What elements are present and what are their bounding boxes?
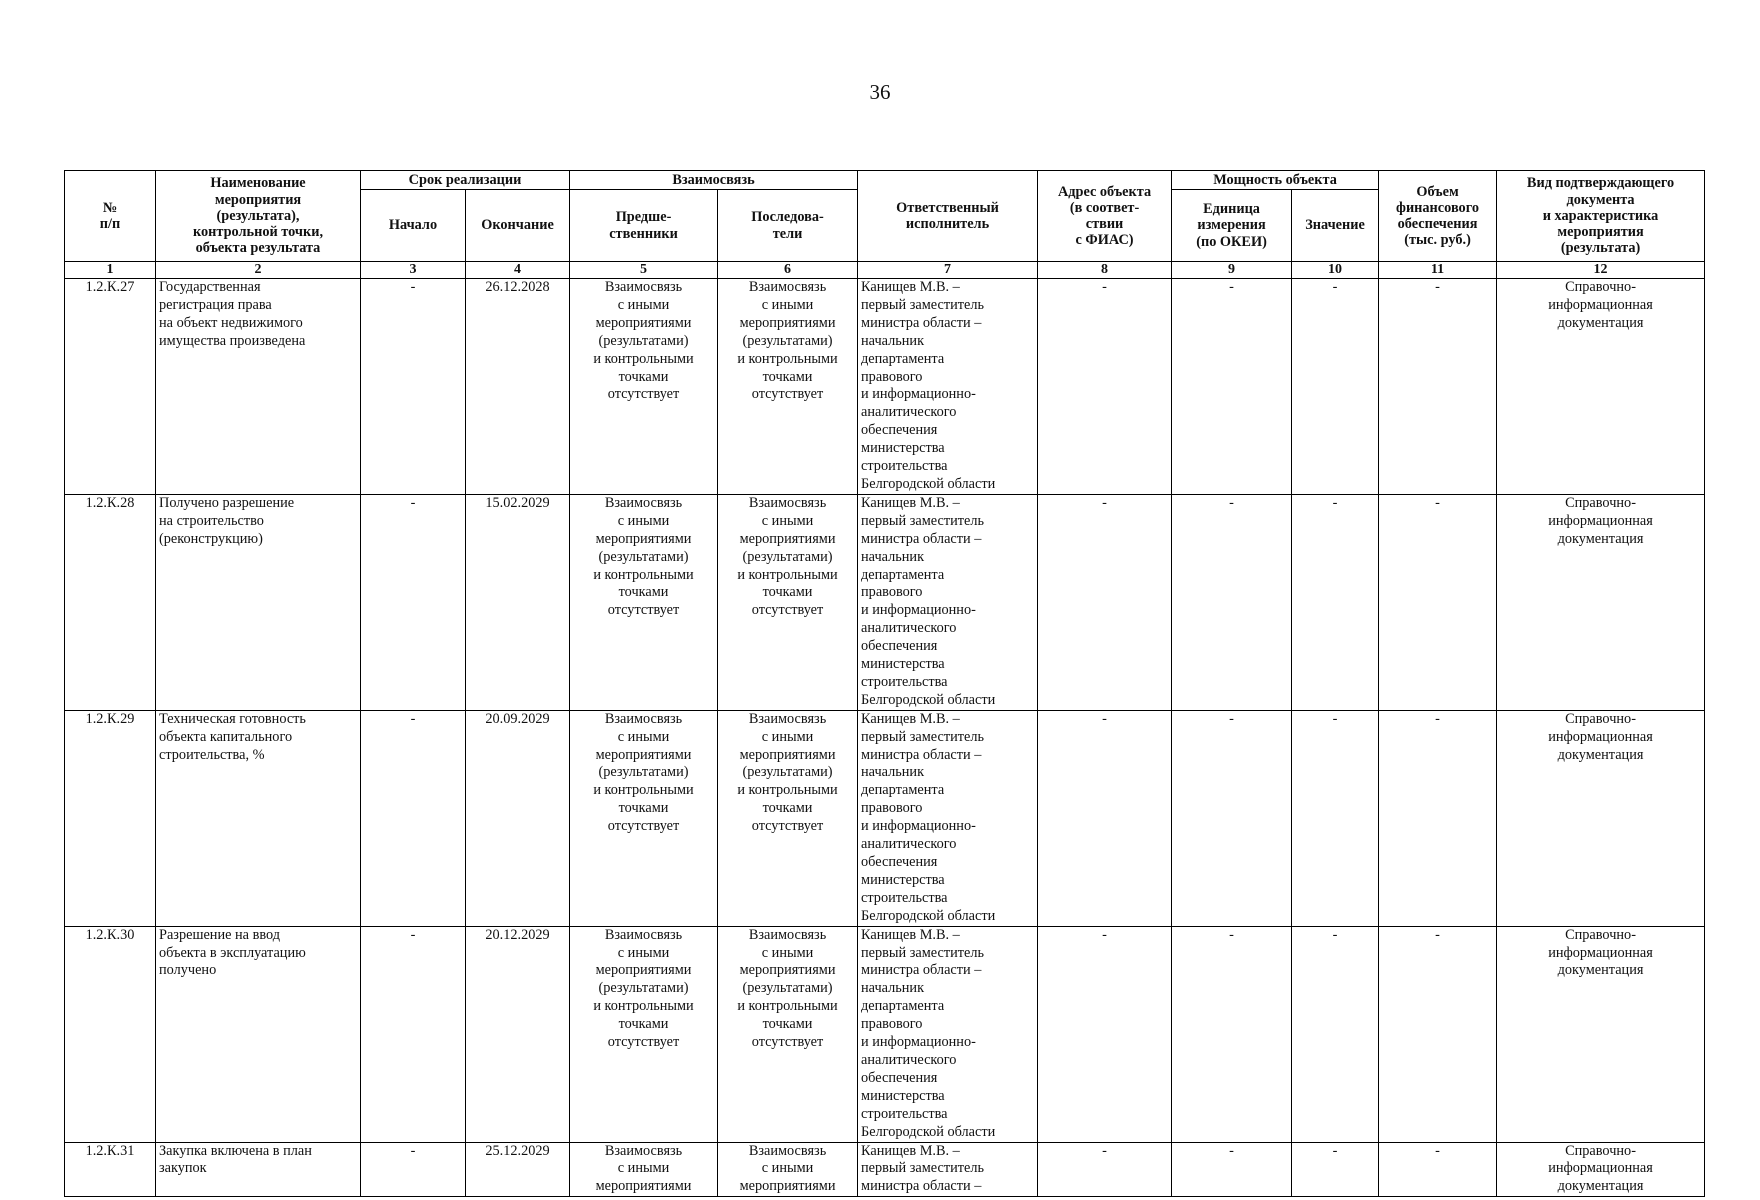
text-line: Адрес объекта [1057, 183, 1152, 200]
cell-end: 15.02.2029 [466, 494, 570, 710]
page-number: 36 [869, 80, 891, 104]
text-line: (результатами) [598, 980, 689, 997]
text-line: и контрольными [593, 566, 694, 583]
cell-predecessors [570, 926, 718, 1142]
text-line: Получено разрешение [159, 494, 295, 511]
text-line: Взаимосвязь [748, 926, 827, 943]
cell-finance: - [1379, 494, 1497, 710]
cell-end: 20.12.2029 [466, 926, 570, 1142]
cell-responsible [858, 494, 1038, 710]
text-line: министерства [861, 656, 945, 673]
text-line: (результатами) [598, 548, 689, 565]
cell-id: 1.2.К.31 [65, 1142, 156, 1197]
text-line: обеспечения [1397, 216, 1478, 232]
header-value: Значение [1292, 190, 1379, 262]
header-unit [1172, 190, 1292, 262]
cell-end: 20.09.2029 [466, 710, 570, 926]
cell-address: - [1038, 279, 1172, 495]
cell-address: - [1038, 494, 1172, 710]
text-line: мероприятиями [739, 314, 836, 331]
text-line: (результатами) [742, 548, 833, 565]
text-line: с иными [617, 512, 670, 529]
column-number: 4 [466, 262, 570, 279]
text-line: обеспечения [861, 422, 938, 439]
text-line: точками [618, 1016, 669, 1033]
text-line: аналитического [861, 1051, 957, 1068]
cell-start: - [361, 279, 466, 495]
text-line: Канищев М.В. – [861, 494, 960, 511]
cell-name [156, 494, 361, 710]
text-line: (по ОКЕИ) [1196, 233, 1267, 250]
text-line: № [102, 199, 118, 216]
cell-address: - [1038, 926, 1172, 1142]
cell-id: 1.2.К.28 [65, 494, 156, 710]
text-line: (результата) [1560, 240, 1641, 257]
text-line: Последова- [751, 209, 824, 226]
text-line: Справочно- [1565, 494, 1636, 511]
text-line: и контрольными [737, 350, 838, 367]
cell-document [1497, 710, 1705, 926]
text-line: с иными [617, 1160, 670, 1177]
column-number: 10 [1292, 262, 1379, 279]
text-line: Техническая готовность [159, 710, 306, 727]
text-line: измерения [1197, 217, 1266, 234]
text-line: документа [1566, 191, 1635, 208]
text-line: начальник [861, 548, 925, 565]
text-line: п/п [99, 216, 121, 232]
cell-responsible [858, 1142, 1038, 1197]
text-line: первый заместитель [861, 728, 984, 745]
cell-document [1497, 279, 1705, 495]
text-line: Взаимосвязь [604, 1142, 683, 1159]
text-line: точками [762, 368, 813, 385]
text-line: строительства [861, 889, 948, 906]
text-line: информационная [1548, 1160, 1653, 1177]
text-line: Канищев М.В. – [861, 710, 960, 727]
text-line: правового [861, 368, 923, 385]
text-line: обеспечения [861, 854, 938, 870]
table-row [65, 279, 1705, 495]
cell-predecessors [570, 710, 718, 926]
cell-document [1497, 1142, 1705, 1197]
cell-start: - [361, 926, 466, 1142]
cell-successors [718, 494, 858, 710]
header-term: Срок реализации [361, 171, 570, 190]
cell-address: - [1038, 1142, 1172, 1197]
text-line: и информационно- [861, 386, 976, 403]
cell-value: - [1292, 1142, 1379, 1197]
text-line: министра области – [861, 1178, 982, 1195]
cell-predecessors [570, 279, 718, 495]
text-line: финансового [1396, 199, 1479, 216]
column-number: 6 [718, 262, 858, 279]
cell-responsible [858, 926, 1038, 1142]
cell-document [1497, 494, 1705, 710]
column-number: 11 [1379, 262, 1497, 279]
text-line: и контрольными [737, 998, 838, 1015]
cell-id: 1.2.К.30 [65, 926, 156, 1142]
text-line: тели [772, 225, 803, 242]
cell-address: - [1038, 710, 1172, 926]
header-num [65, 171, 156, 262]
text-line: контрольной точки, [192, 224, 324, 241]
header-successors [718, 190, 858, 262]
header-predecessors [570, 190, 718, 262]
header-name [156, 171, 361, 262]
text-line: аналитического [861, 404, 957, 421]
text-line: закупок [159, 1160, 207, 1177]
cell-unit: - [1172, 710, 1292, 926]
text-line: Ответственный [896, 199, 999, 216]
cell-responsible [858, 279, 1038, 495]
text-line: правового [861, 800, 923, 817]
text-line: начальник [861, 764, 925, 781]
text-line: точками [618, 584, 669, 601]
cell-end: 26.12.2028 [466, 279, 570, 495]
text-line: (результатами) [742, 980, 833, 997]
text-line: (тыс. руб.) [1404, 232, 1471, 249]
text-line: отсутствует [607, 602, 680, 619]
text-line: мероприятиями [739, 1178, 836, 1195]
text-line: документация [1557, 530, 1644, 547]
cell-successors [718, 279, 858, 495]
text-line: точками [762, 1016, 813, 1033]
cell-start: - [361, 1142, 466, 1197]
cell-start: - [361, 710, 466, 926]
text-line: с иными [761, 296, 814, 313]
text-line: объекта капитального [159, 728, 293, 745]
text-line: Вид подтверждающего [1526, 175, 1675, 192]
text-line: Взаимосвязь [604, 279, 683, 295]
text-line: документация [1557, 1178, 1644, 1195]
text-line: с иными [617, 944, 670, 961]
text-line: строительства [861, 1105, 948, 1122]
text-line: отсутствует [751, 602, 824, 619]
header-end: Окончание [466, 190, 570, 262]
text-line: с иными [617, 728, 670, 745]
cell-unit: - [1172, 926, 1292, 1142]
text-line: департамента [861, 566, 945, 583]
cell-end: 25.12.2029 [466, 1142, 570, 1197]
text-line: документация [1557, 314, 1644, 331]
text-line: (в соответ- [1069, 199, 1140, 216]
text-line: Взаимосвязь [748, 494, 827, 511]
text-line: и информационно- [861, 818, 976, 835]
header-capacity: Мощность объекта [1172, 171, 1379, 190]
text-line: министерства [861, 871, 945, 888]
cell-predecessors [570, 1142, 718, 1197]
text-line: Взаимосвязь [604, 710, 683, 727]
cell-name [156, 279, 361, 495]
text-line: департамента [861, 998, 945, 1015]
cell-id: 1.2.К.29 [65, 710, 156, 926]
column-number: 9 [1172, 262, 1292, 279]
cell-start: - [361, 494, 466, 710]
cell-finance: - [1379, 279, 1497, 495]
text-line: и характеристика [1542, 207, 1659, 224]
cell-successors [718, 1142, 858, 1197]
text-line: имущества произведена [159, 332, 306, 349]
text-line: (результата), [216, 207, 300, 224]
text-line: мероприятия [1557, 224, 1644, 241]
text-line: Справочно- [1565, 710, 1636, 727]
text-line: департамента [861, 782, 945, 799]
cell-successors [718, 926, 858, 1142]
text-line: Белгородской области [861, 691, 996, 708]
column-number: 3 [361, 262, 466, 279]
text-line: правового [861, 584, 923, 601]
text-line: Наименование [210, 175, 306, 192]
text-line: начальник [861, 332, 925, 349]
text-line: Канищев М.В. – [861, 279, 960, 295]
header-link: Взаимосвязь [570, 171, 858, 190]
cell-unit: - [1172, 1142, 1292, 1197]
header-address [1038, 171, 1172, 262]
text-line: с ФИАС) [1075, 232, 1134, 249]
text-line: строительства, % [159, 746, 265, 763]
text-line: Государственная [159, 279, 261, 295]
text-line: точками [618, 368, 669, 385]
text-line: первый заместитель [861, 944, 984, 961]
text-line: первый заместитель [861, 296, 984, 313]
text-line: министра области – [861, 746, 982, 763]
text-line: мероприятиями [595, 530, 692, 547]
text-line: и контрольными [737, 782, 838, 799]
text-line: строительства [861, 458, 948, 475]
text-line: Белгородской области [861, 1123, 996, 1140]
cell-finance: - [1379, 1142, 1497, 1197]
text-line: с иными [761, 944, 814, 961]
cell-responsible [858, 710, 1038, 926]
text-line: министра области – [861, 962, 982, 979]
text-line: обеспечения [861, 638, 938, 655]
text-line: Единица [1203, 201, 1260, 218]
table-row [65, 926, 1705, 1142]
cell-value: - [1292, 279, 1379, 495]
text-line: отсутствует [607, 386, 680, 403]
text-line: точками [762, 584, 813, 601]
text-line: (результатами) [742, 764, 833, 781]
text-line: информационная [1548, 944, 1653, 961]
cell-unit: - [1172, 279, 1292, 495]
text-line: Канищев М.В. – [861, 1142, 960, 1159]
text-line: и контрольными [737, 566, 838, 583]
column-number: 7 [858, 262, 1038, 279]
column-numbers-row [65, 262, 1705, 279]
cell-value: - [1292, 926, 1379, 1142]
cell-document [1497, 926, 1705, 1142]
text-line: Разрешение на ввод [159, 926, 280, 943]
text-line: точками [762, 800, 813, 817]
text-line: Справочно- [1565, 279, 1636, 295]
text-line: обеспечения [861, 1069, 938, 1086]
text-line: исполнитель [905, 216, 990, 232]
text-line: информационная [1548, 512, 1653, 529]
activities-table [64, 170, 1705, 1197]
text-line: министерства [861, 440, 945, 457]
cell-name [156, 1142, 361, 1197]
table-row [65, 494, 1705, 710]
text-line: с иными [761, 728, 814, 745]
text-line: Канищев М.В. – [861, 926, 960, 943]
text-line: ствии [1085, 216, 1124, 232]
text-line: получено [159, 962, 217, 979]
text-line: мероприятия [214, 191, 302, 208]
header-start: Начало [361, 190, 466, 262]
text-line: мероприятиями [595, 962, 692, 979]
header-responsible [858, 171, 1038, 262]
text-line: аналитического [861, 836, 957, 853]
text-line: на объект недвижимого [159, 314, 303, 331]
text-line: точками [618, 800, 669, 817]
text-line: Справочно- [1565, 1142, 1636, 1159]
table-row [65, 1142, 1705, 1197]
text-line: мероприятиями [739, 530, 836, 547]
text-line: (результатами) [598, 332, 689, 349]
text-line: Взаимосвязь [748, 710, 827, 727]
text-line: отсутствует [607, 818, 680, 835]
text-line: отсутствует [751, 818, 824, 835]
text-line: регистрация права [159, 296, 272, 313]
text-line: с иными [761, 1160, 814, 1177]
text-line: отсутствует [751, 1034, 824, 1051]
text-line: строительства [861, 673, 948, 690]
text-line: документация [1557, 746, 1644, 763]
text-line: Белгородской области [861, 907, 996, 924]
text-line: Справочно- [1565, 926, 1636, 943]
text-line: Взаимосвязь [604, 926, 683, 943]
text-line: министерства [861, 1087, 945, 1104]
column-number: 5 [570, 262, 718, 279]
text-line: с иными [617, 296, 670, 313]
text-line: министра области – [861, 314, 982, 331]
text-line: департамента [861, 350, 945, 367]
text-line: объекта в эксплуатацию [159, 944, 306, 961]
text-line: информационная [1548, 296, 1653, 313]
cell-name [156, 710, 361, 926]
table-row [65, 710, 1705, 926]
text-line: ственники [609, 225, 678, 242]
text-line: на строительство [159, 512, 264, 529]
cell-value: - [1292, 494, 1379, 710]
column-number: 2 [156, 262, 361, 279]
cell-id: 1.2.К.27 [65, 279, 156, 495]
column-number: 8 [1038, 262, 1172, 279]
text-line: Взаимосвязь [748, 279, 827, 295]
header-document [1497, 171, 1705, 262]
cell-successors [718, 710, 858, 926]
header-finance [1379, 171, 1497, 262]
text-line: министра области – [861, 530, 982, 547]
text-line: аналитического [861, 620, 957, 637]
text-line: (результатами) [598, 764, 689, 781]
text-line: отсутствует [751, 386, 824, 403]
cell-unit: - [1172, 494, 1292, 710]
text-line: мероприятиями [739, 962, 836, 979]
text-line: информационная [1548, 728, 1653, 745]
cell-name [156, 926, 361, 1142]
text-line: Объем [1416, 183, 1459, 200]
text-line: начальник [861, 980, 925, 997]
text-line: и контрольными [593, 998, 694, 1015]
text-line: с иными [761, 512, 814, 529]
cell-value: - [1292, 710, 1379, 926]
cell-finance: - [1379, 710, 1497, 926]
text-line: мероприятиями [739, 746, 836, 763]
text-line: первый заместитель [861, 512, 984, 529]
text-line: Закупка включена в план [159, 1142, 312, 1159]
text-line: мероприятиями [595, 746, 692, 763]
text-line: Взаимосвязь [604, 494, 683, 511]
column-number: 12 [1497, 262, 1705, 279]
text-line: и контрольными [593, 350, 694, 367]
cell-predecessors [570, 494, 718, 710]
text-line: (результатами) [742, 332, 833, 349]
text-line: документация [1557, 962, 1644, 979]
column-number: 1 [65, 262, 156, 279]
text-line: мероприятиями [595, 314, 692, 331]
table-body [65, 279, 1705, 1197]
text-line: и информационно- [861, 1034, 976, 1051]
text-line: объекта результата [195, 240, 321, 257]
text-line: (реконструкцию) [159, 530, 263, 547]
text-line: Взаимосвязь [748, 1142, 827, 1159]
text-line: Белгородской области [861, 475, 996, 492]
text-line: мероприятиями [595, 1178, 692, 1195]
text-line: и информационно- [861, 602, 976, 619]
text-line: отсутствует [607, 1034, 680, 1051]
text-line: правового [861, 1016, 923, 1033]
cell-finance: - [1379, 926, 1497, 1142]
text-line: первый заместитель [861, 1160, 984, 1177]
text-line: и контрольными [593, 782, 694, 799]
text-line: Предше- [615, 209, 672, 226]
